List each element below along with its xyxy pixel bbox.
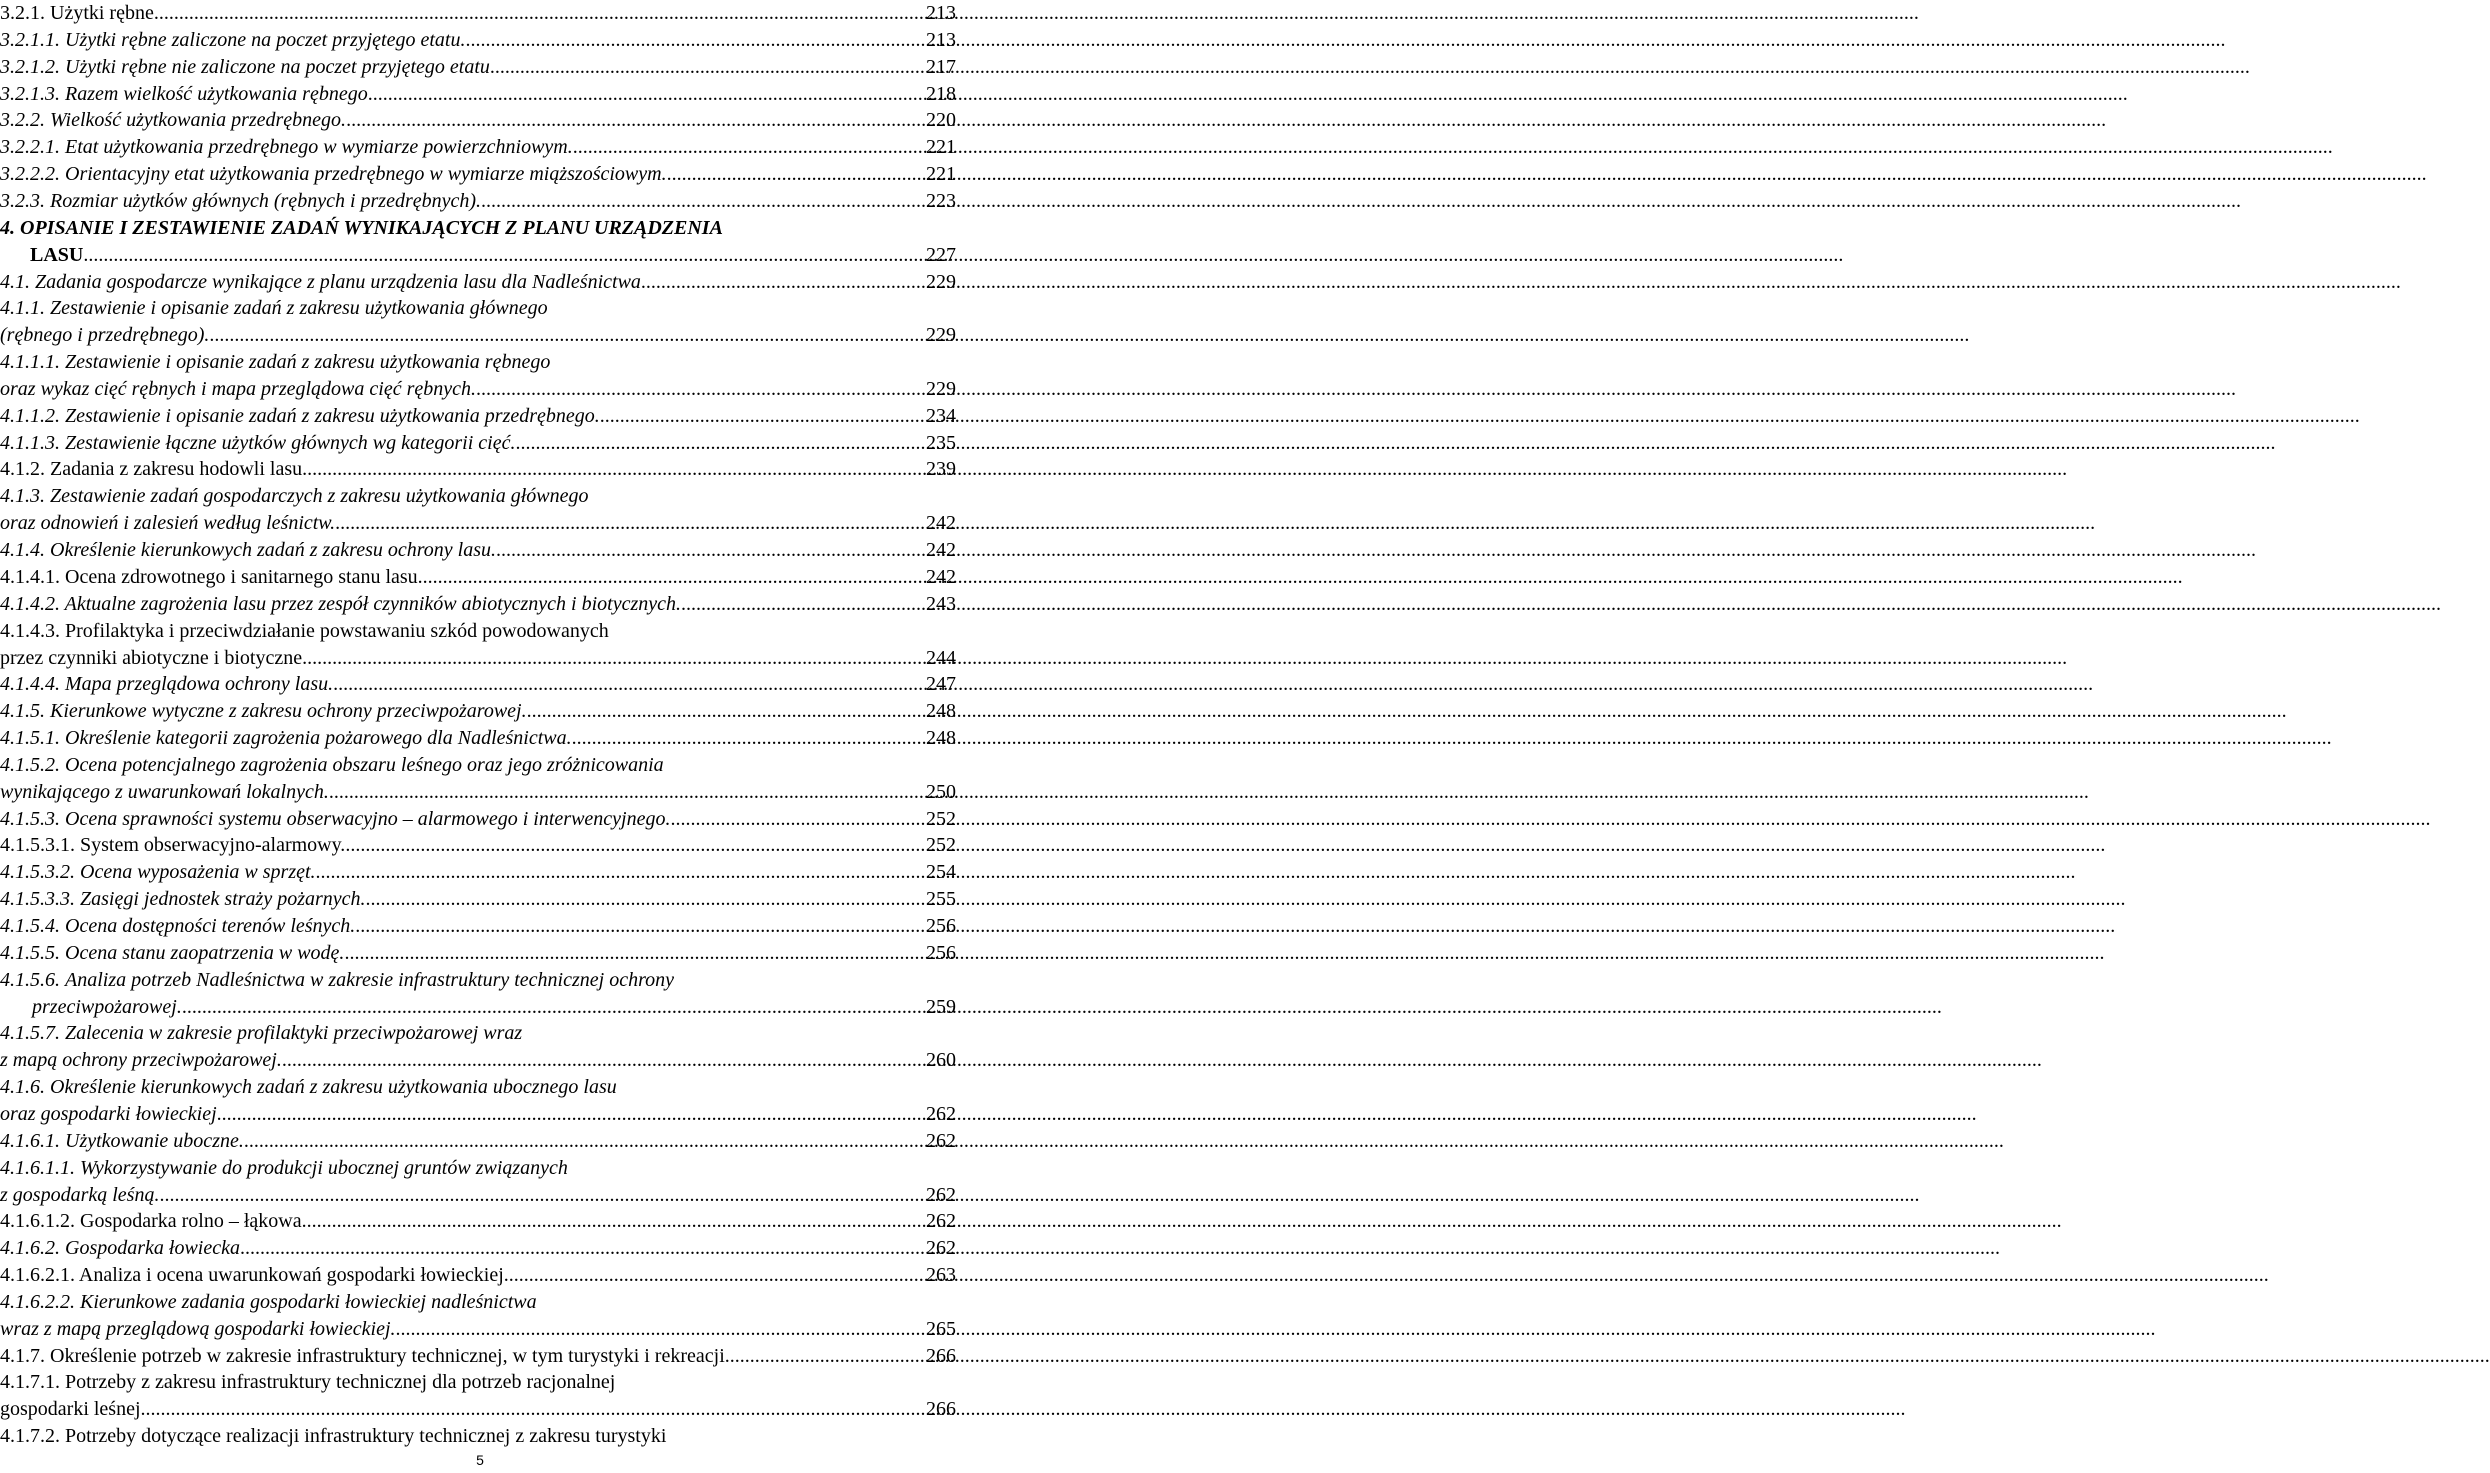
- toc-entry-number: 4.1.3.: [0, 485, 45, 508]
- toc-entry[interactable]: [0, 161, 956, 188]
- toc-entry-number: 4.1.: [0, 270, 30, 293]
- toc-entry-page: 262: [926, 1129, 956, 1152]
- toc-entry-number: 4.1.5.3.1.: [0, 834, 75, 857]
- toc-entry[interactable]: [0, 1343, 956, 1370]
- toc-entry-number: 4.1.4.4.: [0, 673, 60, 696]
- dot-leader: [307, 645, 924, 671]
- toc-entry-page: 247: [926, 673, 956, 696]
- toc-entry-number: 4.1.1.2.: [0, 404, 60, 427]
- toc-entry-number: 4.1.1.3.: [0, 431, 60, 454]
- toc-entry-number: 3.2.1.3.: [0, 82, 60, 105]
- toc-entry-number: 4.1.1.1.: [0, 351, 60, 374]
- toc-entry-title: OPISANIE I ZESTAWIENIE ZADAŃ WYNIKAJĄCYCH Z PLANU URZĄDZENIA: [20, 216, 723, 239]
- toc-entry[interactable]: [0, 618, 956, 672]
- toc-entry-number: 4.1.4.1.: [0, 565, 60, 588]
- toc-entry-number: 4.1.4.2.: [0, 592, 60, 615]
- toc-entry-page: 254: [926, 861, 956, 884]
- toc-entry[interactable]: [0, 671, 956, 698]
- toc-entry[interactable]: [0, 1289, 956, 1343]
- dot-leader: [83, 242, 924, 268]
- dot-leader: [465, 27, 924, 53]
- toc-entry-number: 4.1.7.: [0, 1344, 45, 1367]
- toc-entry-title: Użytki rębne zaliczone na poczet przyjętego etatu.: [65, 28, 466, 51]
- toc-entry-title-continued: oraz gospodarki łowieckiej: [0, 1103, 217, 1125]
- dot-leader: [572, 725, 924, 751]
- dot-leader: [346, 107, 924, 133]
- toc-entry-title-continued: przeciwpożarowej.: [32, 995, 182, 1018]
- toc-entry-title: Zadania gospodarcze wynikające z planu urządzenia lasu dla Nadleśnictwa: [35, 270, 641, 293]
- dot-leader: [345, 832, 924, 858]
- toc-entry-page: 223: [926, 189, 956, 212]
- toc-entry[interactable]: [0, 134, 956, 161]
- toc-entry-title: Określenie kierunkowych zadań z zakresu użytkowania ubocznego lasu: [50, 1076, 617, 1098]
- toc-entry-title: Zestawienie zadań gospodarczych z zakresu użytkowania głównego: [50, 485, 589, 508]
- dot-leader: [423, 564, 924, 590]
- toc-entry-page: 229: [926, 378, 956, 401]
- toc-entry-number: 4.1.2.: [0, 458, 45, 481]
- toc-entry-number: 4.1.4.3.: [0, 619, 60, 642]
- toc-entry[interactable]: [0, 832, 956, 859]
- dot-leader: [600, 403, 924, 429]
- toc-entry-number: 3.2.3.: [0, 189, 45, 212]
- toc-entry-page: 266: [926, 1398, 956, 1421]
- dot-leader: [667, 161, 924, 187]
- toc-entry-number: 4.1.1.: [0, 297, 45, 320]
- toc-entry-number: 4.1.5.3.: [0, 807, 60, 830]
- toc-entry-title: Zestawienie łączne użytków głównych wg kategorii cięć.: [65, 431, 516, 454]
- toc-entry-title-continued: gospodarki leśnej.: [0, 1398, 146, 1421]
- toc-entry-title: Gospodarka rolno – łąkowa: [80, 1210, 302, 1233]
- toc-entry[interactable]: [0, 81, 956, 108]
- toc-entry-title-continued: wraz z mapą przeglądową gospodarki łowieckiej.: [0, 1317, 396, 1340]
- toc-entry-number: 4.1.4.: [0, 539, 45, 561]
- toc-entry-page: 227: [926, 243, 956, 266]
- toc-entry-title: Ocena potencjalnego zagrożenia obszaru leśnego oraz jego zróżnicowania: [65, 753, 664, 776]
- toc-entry[interactable]: [0, 430, 956, 457]
- dot-leader: [244, 1128, 924, 1154]
- toc-entry-page: 248: [926, 700, 956, 723]
- toc-entry-page: 221: [926, 163, 956, 186]
- dot-leader: [355, 913, 924, 939]
- toc-entry-title: Aktualne zagrożenia lasu przez zespół czynników abiotycznych i biotycznych.: [64, 592, 682, 615]
- toc-entry-title: Rozmiar użytków głównych (rębnych i przedrębnych).: [50, 189, 482, 212]
- toc-entry-page: 229: [926, 324, 956, 347]
- toc-entry-number: 4.1.5.4.: [0, 914, 60, 937]
- toc-entry[interactable]: [0, 1074, 956, 1128]
- toc-entry[interactable]: [0, 107, 956, 134]
- dot-leader: [335, 510, 924, 536]
- dot-leader: [366, 886, 924, 912]
- toc-entry-page: 221: [926, 136, 956, 159]
- dot-leader: [641, 269, 924, 295]
- toc-entry-title: Kierunkowe wytyczne z zakresu ochrony przeciwpożarowej.: [50, 700, 527, 723]
- toc-entry-number: 4.1.7.1.: [0, 1371, 60, 1394]
- toc-entry-page: 260: [926, 1049, 956, 1072]
- toc-entry[interactable]: [0, 967, 956, 1021]
- dot-leader: [329, 779, 924, 805]
- dot-leader: [527, 698, 924, 724]
- toc-entry-title: Wielkość użytkowania przedrębnego.: [50, 109, 347, 132]
- toc-entry-title: Użytkowanie uboczne.: [65, 1129, 244, 1152]
- toc-entry-page: 229: [926, 270, 956, 293]
- toc-entry-title: Ocena stanu zaopatrzenia w wodę.: [65, 941, 345, 964]
- toc-entry-page: 266: [926, 1344, 956, 1367]
- dot-leader: [344, 940, 924, 966]
- dot-leader: [159, 0, 924, 26]
- toc-entry[interactable]: [0, 537, 956, 564]
- toc-entry-title: Określenie kierunkowych zadań z zakresu ochrony lasu.: [50, 539, 497, 561]
- toc-entry-page: 243: [926, 592, 956, 615]
- toc-entry[interactable]: [0, 27, 956, 54]
- toc-entry-number: 4.1.5.1.: [0, 726, 60, 749]
- toc-entry[interactable]: [0, 1128, 956, 1155]
- toc-entry-number: 4.1.6.2.1.: [0, 1263, 75, 1286]
- toc-entry-page: 250: [926, 780, 956, 803]
- toc-entry-title: Wykorzystywanie do produkcji ubocznej gruntów związanych: [80, 1156, 568, 1179]
- toc-entry[interactable]: [0, 188, 956, 215]
- toc-entry-title-continued: z gospodarką leśną.: [0, 1183, 160, 1206]
- toc-entry-title: Analiza potrzeb Nadleśnictwa w zakresie infrastruktury technicznej ochrony: [65, 968, 675, 991]
- dot-leader: [182, 994, 924, 1020]
- toc-entry-title: Zadania z zakresu hodowli lasu.: [50, 458, 308, 481]
- toc-entry-number: 4.1.6.2.2.: [0, 1290, 75, 1313]
- toc-entry-page: 220: [926, 109, 956, 132]
- toc-entry-page: 234: [926, 404, 956, 427]
- toc-entry-page: 213: [926, 28, 956, 51]
- toc-entry-title: System obserwacyjno-alarmowy.: [80, 834, 346, 857]
- toc-entry[interactable]: [0, 349, 956, 403]
- toc-entry[interactable]: [0, 886, 956, 913]
- toc-entry[interactable]: [0, 1155, 956, 1209]
- toc-entry-title-continued: oraz wykaz cięć rębnych i mapa przeglądowa cięć rębnych.: [0, 378, 476, 401]
- toc-entry-number: 4.1.6.1.: [0, 1129, 60, 1152]
- dot-leader: [146, 1396, 924, 1422]
- toc-entry-number: 4.1.6.1.2.: [0, 1210, 75, 1233]
- toc-entry-title: Ocena dostępności terenów leśnych.: [65, 914, 356, 937]
- toc-entry-title: Zestawienie i opisanie zadań z zakresu użytkowania głównego: [50, 297, 548, 320]
- toc-entry[interactable]: [0, 806, 956, 833]
- dot-leader: [730, 1343, 924, 1369]
- toc-entry-title: Zasięgi jednostek straży pożarnych.: [80, 888, 366, 911]
- toc-entry-page: 263: [926, 1263, 956, 1286]
- toc-entry-title: Użytki rębne.: [50, 2, 159, 24]
- dot-leader: [670, 806, 924, 832]
- dot-leader: [481, 188, 924, 214]
- toc-entry-number: 3.2.2.1.: [0, 136, 60, 159]
- toc-entry-page: 217: [926, 55, 956, 78]
- toc-entry-title: Ocena zdrowotnego i sanitarnego stanu lasu.: [65, 565, 423, 588]
- toc-entry-number: 4.1.5.: [0, 700, 45, 723]
- toc-entry-title: Gospodarka łowiecka: [65, 1237, 240, 1260]
- toc-entry-title: Ocena wyposażenia w sprzęt.: [80, 861, 316, 884]
- toc-entry[interactable]: [0, 725, 956, 752]
- toc-entry-page: 259: [926, 995, 956, 1018]
- toc-entry-page: 256: [926, 914, 956, 937]
- toc-entry-page: 252: [926, 807, 956, 830]
- toc-entry[interactable]: [0, 752, 956, 806]
- toc-entry-number: 4.1.5.3.2.: [0, 861, 75, 884]
- toc-entry[interactable]: [0, 1235, 956, 1262]
- page-number: 5: [476, 1452, 484, 1468]
- toc-entry[interactable]: [0, 295, 956, 349]
- toc-entry[interactable]: [0, 1369, 956, 1423]
- toc-entry-title: Etat użytkowania przedrębnego w wymiarze powierzchniowym.: [65, 136, 573, 159]
- toc-entry-title-continued: wynikającego z uwarunkowań lokalnych.: [0, 780, 329, 803]
- toc-entry-page: 262: [926, 1237, 956, 1260]
- toc-entry-title: Potrzeby z zakresu infrastruktury technicznej dla potrzeb racjonalnej: [65, 1371, 616, 1394]
- dot-leader: [217, 1101, 924, 1127]
- dot-leader: [515, 430, 924, 456]
- toc-entry[interactable]: [0, 1262, 956, 1289]
- toc-entry-page: 262: [926, 1103, 956, 1125]
- toc-entry-page: 213: [926, 2, 956, 24]
- toc-entry[interactable]: [0, 859, 956, 886]
- toc-entry-page: 235: [926, 431, 956, 454]
- dot-leader: [307, 456, 924, 482]
- toc-entry-number: 4.1.6.1.1.: [0, 1156, 75, 1179]
- toc-entry-page: 256: [926, 941, 956, 964]
- toc-entry-title: Określenie kategorii zagrożenia pożarowego dla Nadleśnictwa.: [65, 726, 572, 749]
- dot-leader: [490, 54, 924, 80]
- toc-entry-title: Użytki rębne nie zaliczone na poczet przyjętego etatu: [65, 55, 490, 78]
- toc-entry[interactable]: [0, 403, 956, 430]
- toc-entry-page: 218: [926, 82, 956, 105]
- toc-entry[interactable]: [0, 483, 956, 537]
- dot-leader: [333, 671, 924, 697]
- toc-entry-title-continued: przez czynniki abiotyczne i biotyczne.: [0, 646, 308, 669]
- toc-entry-page: 255: [926, 888, 956, 911]
- toc-entry[interactable]: [0, 54, 956, 81]
- toc-entry-page: 242: [926, 512, 956, 535]
- dot-leader: [282, 1047, 924, 1073]
- toc-entry-number: 3.2.1.1.: [0, 28, 60, 51]
- dot-leader: [681, 591, 924, 617]
- toc-entry-number: 4.: [0, 216, 15, 239]
- dot-leader: [368, 81, 924, 107]
- toc-entry-page: 239: [926, 458, 956, 481]
- toc-entry-page: 262: [926, 1210, 956, 1233]
- toc-entry-number: 3.2.1.2.: [0, 55, 60, 78]
- toc-entry-title: Potrzeby dotyczące realizacji infrastruktury technicznej z zakresu turystyki: [65, 1425, 667, 1448]
- dot-leader: [159, 1182, 924, 1208]
- toc-entry-number: 4.1.5.6.: [0, 968, 60, 991]
- toc-entry-title-continued: (rębnego i przedrębnego).: [0, 324, 210, 347]
- toc-entry-title: Zestawienie i opisanie zadań z zakresu użytkowania przedrębnego.: [65, 404, 600, 427]
- dot-leader: [509, 1262, 924, 1288]
- toc-entry-number: 4.1.5.5.: [0, 941, 60, 964]
- toc-entry-page: 265: [926, 1317, 956, 1340]
- toc-entry-title: Określenie potrzeb w zakresie infrastruktury technicznej, w tym turystyki i rekreacji.: [50, 1344, 730, 1367]
- toc-entry-page: 252: [926, 834, 956, 857]
- dot-leader: [573, 134, 924, 160]
- toc-entry[interactable]: [0, 591, 956, 618]
- dot-leader: [396, 1316, 924, 1342]
- toc-entry-page: 242: [926, 565, 956, 588]
- toc-entry-title: Mapa przeglądowa ochrony lasu.: [65, 673, 334, 696]
- toc-entry-number: 4.1.5.3.3.: [0, 888, 75, 911]
- toc-entry[interactable]: [0, 0, 956, 27]
- toc-entry-title: Kierunkowe zadania gospodarki łowieckiej nadleśnictwa: [80, 1290, 537, 1313]
- toc-entry[interactable]: [0, 940, 956, 967]
- toc-entry-title: Analiza i ocena uwarunkowań gospodarki łowieckiej.: [78, 1263, 509, 1286]
- dot-leader: [209, 322, 924, 348]
- toc-entry-title: Razem wielkość użytkowania rębnego: [65, 82, 368, 105]
- dot-leader: [316, 859, 924, 885]
- toc-entry[interactable]: [0, 913, 956, 940]
- dot-leader: [302, 1208, 924, 1234]
- dot-leader: [496, 537, 924, 563]
- toc-entry[interactable]: [0, 1423, 956, 1450]
- toc-entry-title: Orientacyjny etat użytkowania przedrębnego w wymiarze miąższościowym.: [65, 163, 667, 186]
- toc-entry[interactable]: [0, 269, 956, 296]
- toc-entry-number: 3.2.2.: [0, 109, 45, 132]
- toc-entry[interactable]: [0, 456, 956, 483]
- toc-entry-title-continued: z mapą ochrony przeciwpożarowej.: [0, 1049, 282, 1072]
- toc-entry-number: 4.1.7.2.: [0, 1425, 60, 1448]
- toc-entry-title: Profilaktyka i przeciwdziałanie powstawaniu szkód powodowanych: [65, 619, 609, 642]
- toc-entry-page: 262: [926, 1183, 956, 1206]
- toc-entry-page: 244: [926, 646, 956, 669]
- toc-entry-number: 3.2.2.2.: [0, 163, 60, 186]
- toc-entry[interactable]: [0, 564, 956, 591]
- toc-entry[interactable]: [0, 215, 956, 269]
- toc-entry-page: 248: [926, 726, 956, 749]
- toc-entry[interactable]: [0, 1208, 956, 1235]
- toc-entry[interactable]: [0, 698, 956, 725]
- toc-entry-number: 3.2.1.: [0, 2, 45, 24]
- toc-entry-title-continued: oraz odnowień i zalesień według leśnictw.: [0, 512, 336, 535]
- toc-entry-title: Ocena sprawności systemu obserwacyjno – alarmowego i interwencyjnego.: [65, 807, 671, 830]
- toc-entry-title: Zalecenia w zakresie profilaktyki przeciwpożarowej wraz: [65, 1022, 523, 1045]
- toc-entry-page: 242: [926, 539, 956, 561]
- toc-entry-number: 4.1.5.2.: [0, 753, 60, 776]
- toc-entry-number: 4.1.6.: [0, 1076, 45, 1098]
- dot-leader: [476, 376, 924, 402]
- dot-leader: [240, 1235, 924, 1261]
- toc-entry-number: 4.1.5.7.: [0, 1022, 60, 1045]
- toc-entry-title: Zestawienie i opisanie zadań z zakresu użytkowania rębnego: [65, 351, 551, 374]
- toc-entry-title-continued: LASU: [30, 243, 84, 266]
- toc-entry[interactable]: [0, 1020, 956, 1074]
- toc-entry-number: 4.1.6.2.: [0, 1237, 60, 1260]
